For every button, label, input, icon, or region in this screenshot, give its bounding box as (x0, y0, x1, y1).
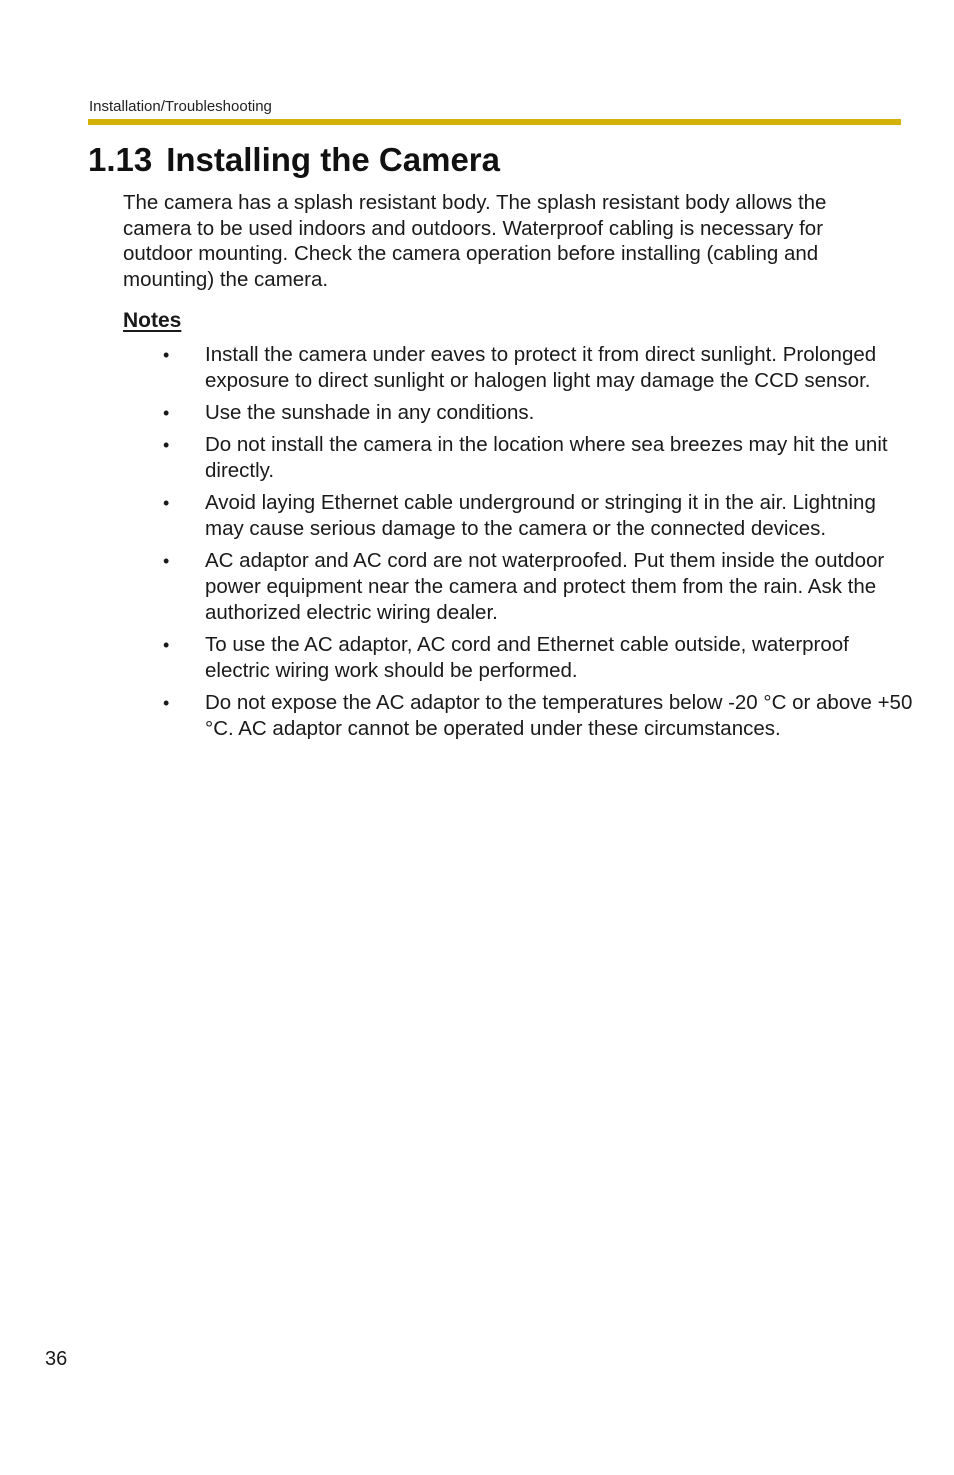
bullet-icon: • (163, 693, 170, 713)
notes-heading: Notes (123, 309, 182, 332)
note-text: AC adaptor and AC cord are not waterproofed. Put them inside the outdoor power equipment near the camera and protect them from the rain. Ask the authorized electric wiring dealer. (205, 549, 885, 624)
page-number: 36 (45, 1348, 68, 1370)
note-text: Install the camera under eaves to protect it from direct sunlight. Prolonged exposure to direct sunlight or halogen light may damage the CCD sensor. (205, 343, 877, 392)
section-title (88, 140, 500, 180)
note-text: Do not expose the AC adaptor to the temperatures below -20 °C or above +50 °C. AC adaptor cannot be operated under these circumstances. (205, 691, 913, 740)
bullet-icon: • (163, 403, 170, 423)
note-item (123, 432, 913, 484)
bullet-icon: • (163, 551, 170, 571)
note-item (123, 632, 913, 684)
bullet-icon: • (163, 635, 170, 655)
note-item (123, 400, 913, 426)
section-number: 1.13 (88, 141, 153, 178)
note-item (123, 342, 913, 394)
note-text: Do not install the camera in the location where sea breezes may hit the unit directly. (205, 433, 888, 482)
notes-list (123, 342, 913, 748)
note-item (123, 690, 913, 742)
header-rule (88, 119, 901, 125)
note-text: To use the AC adaptor, AC cord and Ethernet cable outside, waterproof electric wiring work should be performed. (205, 633, 849, 682)
note-item (123, 490, 913, 542)
note-item (123, 548, 913, 626)
intro-paragraph: The camera has a splash resistant body. The splash resistant body allows the camera to be used indoors and outdoors. Waterproof cabling is necessary for outdoor mounting. Check the camera operation before installing (cabling and mounting) the camera. (123, 191, 827, 291)
bullet-icon: • (163, 493, 170, 513)
section-title-text: Installing the Camera (166, 141, 500, 178)
bullet-icon: • (163, 435, 170, 455)
note-text: Avoid laying Ethernet cable underground or stringing it in the air. Lightning may cause serious damage to the camera or the connected devices. (205, 491, 876, 540)
note-text: Use the sunshade in any conditions. (205, 401, 535, 424)
running-header: Installation/Troubleshooting (89, 98, 272, 115)
bullet-icon: • (163, 345, 170, 365)
